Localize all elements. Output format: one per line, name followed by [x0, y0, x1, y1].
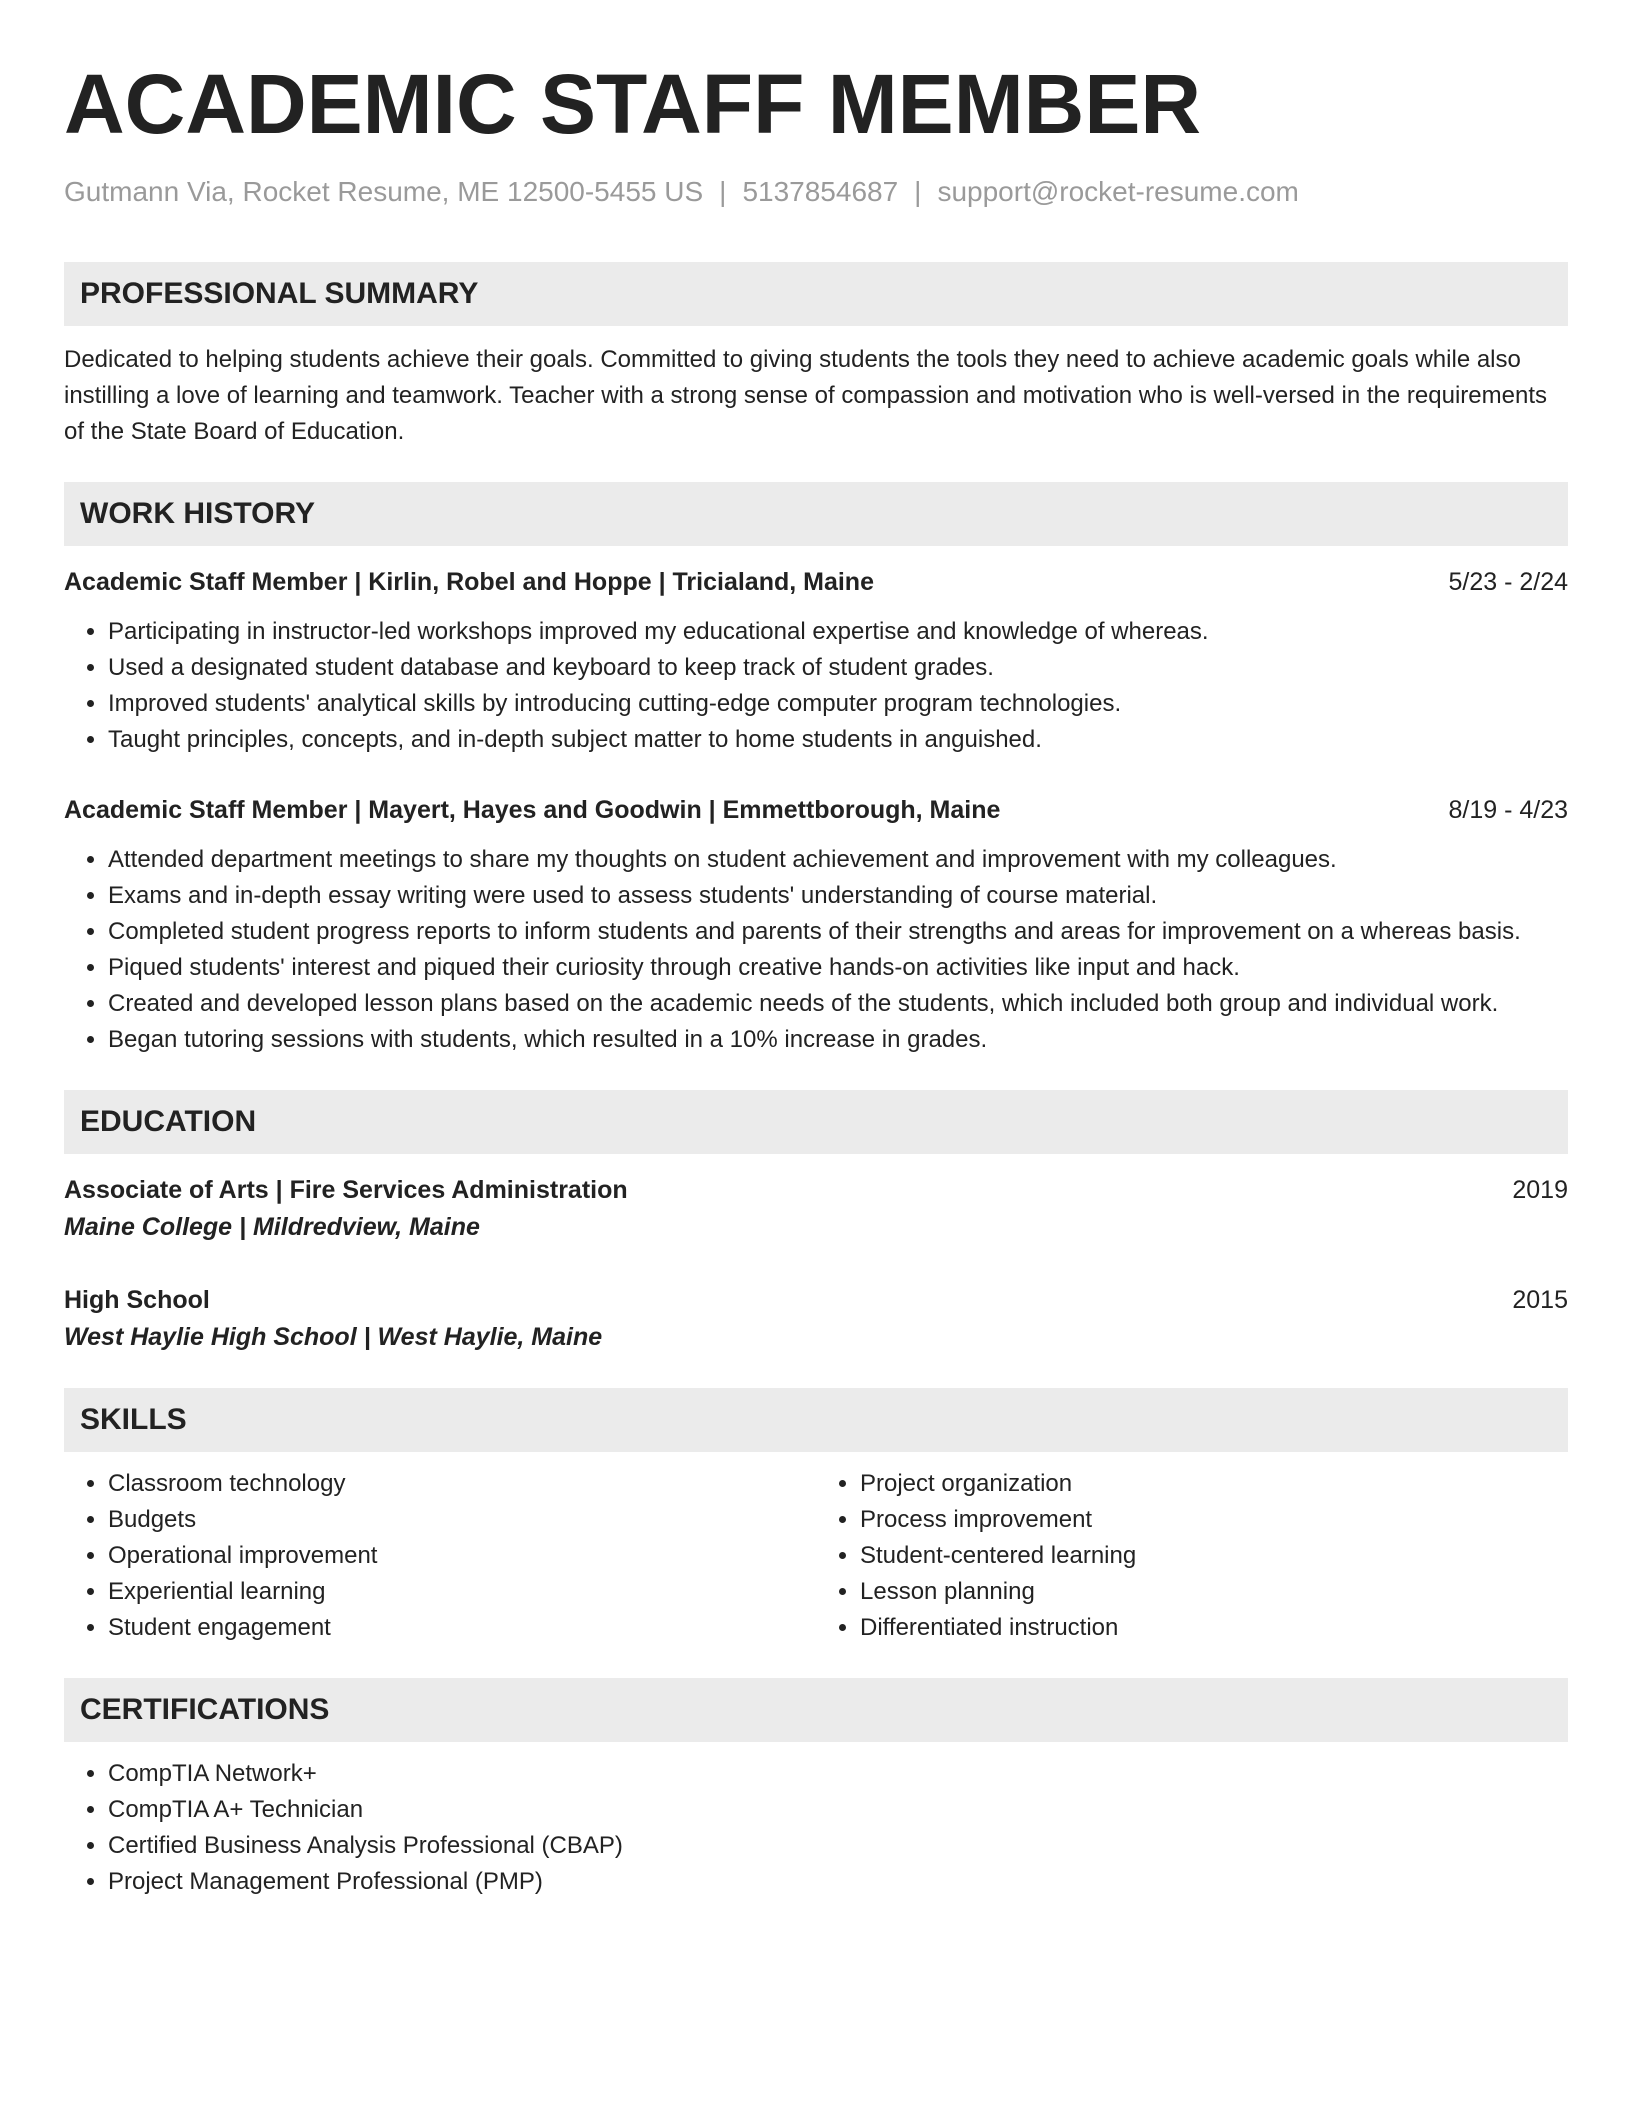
skill-item: • Operational improvement [108, 1538, 816, 1574]
contact-line [64, 172, 1568, 212]
skills-column-left [64, 1466, 816, 1646]
job-entry [64, 792, 1568, 1058]
job-bullet-list [64, 842, 1568, 1058]
skills-column-right [816, 1466, 1568, 1646]
certification-item: • CompTIA A+ Technician [108, 1792, 1568, 1828]
skills-list [64, 1466, 816, 1646]
education-year: 2015 [1512, 1286, 1568, 1314]
skill-item: • Student-centered learning [860, 1538, 1568, 1574]
skill-item: • Classroom technology [108, 1466, 816, 1502]
education-heading-row [64, 1282, 1568, 1318]
skill-item: • Student engagement [108, 1610, 816, 1646]
education-degree: Associate of Arts | Fire Services Administration [64, 1176, 628, 1204]
section-header-work-history: WORK HISTORY [64, 482, 1568, 546]
job-bullet: • Exams and in-depth essay writing were used to assess students' understanding of course material. [108, 878, 1568, 914]
education-heading-row [64, 1172, 1568, 1208]
section-header-skills: SKILLS [64, 1388, 1568, 1452]
education-school: Maine College | Mildredview, Maine [64, 1213, 480, 1241]
education-entry [64, 1172, 1568, 1246]
education-school: West Haylie High School | West Haylie, Maine [64, 1323, 603, 1351]
job-bullet: • Used a designated student database and keyboard to keep track of student grades. [108, 650, 1568, 686]
section-header-summary: PROFESSIONAL SUMMARY [64, 262, 1568, 326]
skill-item: • Differentiated instruction [860, 1610, 1568, 1646]
job-heading-row [64, 792, 1568, 828]
section-header-education: EDUCATION [64, 1090, 1568, 1154]
job-bullet: • Attended department meetings to share my thoughts on student achievement and improvement with my colleagues. [108, 842, 1568, 878]
contact-separator: | [914, 176, 922, 207]
skill-item: • Lesson planning [860, 1574, 1568, 1610]
job-bullet: • Taught principles, concepts, and in-depth subject matter to home students in anguished. [108, 722, 1568, 758]
contact-phone: 5137854687 [742, 176, 899, 207]
job-bullet: • Completed student progress reports to inform students and parents of their strengths and areas for improvement on a whereas basis. [108, 914, 1568, 950]
skill-item: • Process improvement [860, 1502, 1568, 1538]
job-bullet: • Piqued students' interest and piqued their curiosity through creative hands-on activities like input and hack. [108, 950, 1568, 986]
job-entry [64, 564, 1568, 758]
section-header-certifications: CERTIFICATIONS [64, 1678, 1568, 1742]
job-dates: 8/19 - 4/23 [1448, 796, 1568, 824]
education-year: 2019 [1512, 1176, 1568, 1204]
contact-address: Gutmann Via, Rocket Resume, ME 12500-5455 US [64, 176, 704, 207]
job-bullet: • Improved students' analytical skills by introducing cutting-edge computer program technologies. [108, 686, 1568, 722]
education-entry [64, 1282, 1568, 1356]
education-degree: High School [64, 1286, 210, 1314]
job-heading: Academic Staff Member | Mayert, Hayes and Goodwin | Emmettborough, Maine [64, 796, 1001, 824]
job-bullet-list [64, 614, 1568, 758]
skills-grid [64, 1466, 1568, 1646]
job-bullet: • Participating in instructor-led workshops improved my educational expertise and knowledge of whereas. [108, 614, 1568, 650]
skill-item: • Experiential learning [108, 1574, 816, 1610]
job-bullet: • Began tutoring sessions with students, which resulted in a 10% increase in grades. [108, 1022, 1568, 1058]
contact-separator: | [719, 176, 727, 207]
skill-item: • Budgets [108, 1502, 816, 1538]
certification-item: • Certified Business Analysis Professional (CBAP) [108, 1828, 1568, 1864]
candidate-name: ACADEMIC STAFF MEMBER [64, 57, 1202, 151]
certification-item: • Project Management Professional (PMP) [108, 1864, 1568, 1900]
contact-email: support@rocket-resume.com [937, 176, 1299, 207]
skill-item: • Project organization [860, 1466, 1568, 1502]
job-bullet: • Created and developed lesson plans based on the academic needs of the students, which included both group and individual work. [108, 986, 1568, 1022]
certification-item: • CompTIA Network+ [108, 1756, 1568, 1792]
certifications-list [64, 1756, 1568, 1900]
job-heading-row [64, 564, 1568, 600]
skills-list [816, 1466, 1568, 1646]
job-heading: Academic Staff Member | Kirlin, Robel and Hoppe | Tricialand, Maine [64, 568, 874, 596]
job-dates: 5/23 - 2/24 [1448, 568, 1568, 596]
summary-text: Dedicated to helping students achieve their goals. Committed to giving students the tools they need to achieve academic goals while also instilling a love of learning and teamwork. Teacher with a strong sense of compassion and motivation who is well-versed in the requirements of the State Board of Education. [64, 346, 1547, 445]
